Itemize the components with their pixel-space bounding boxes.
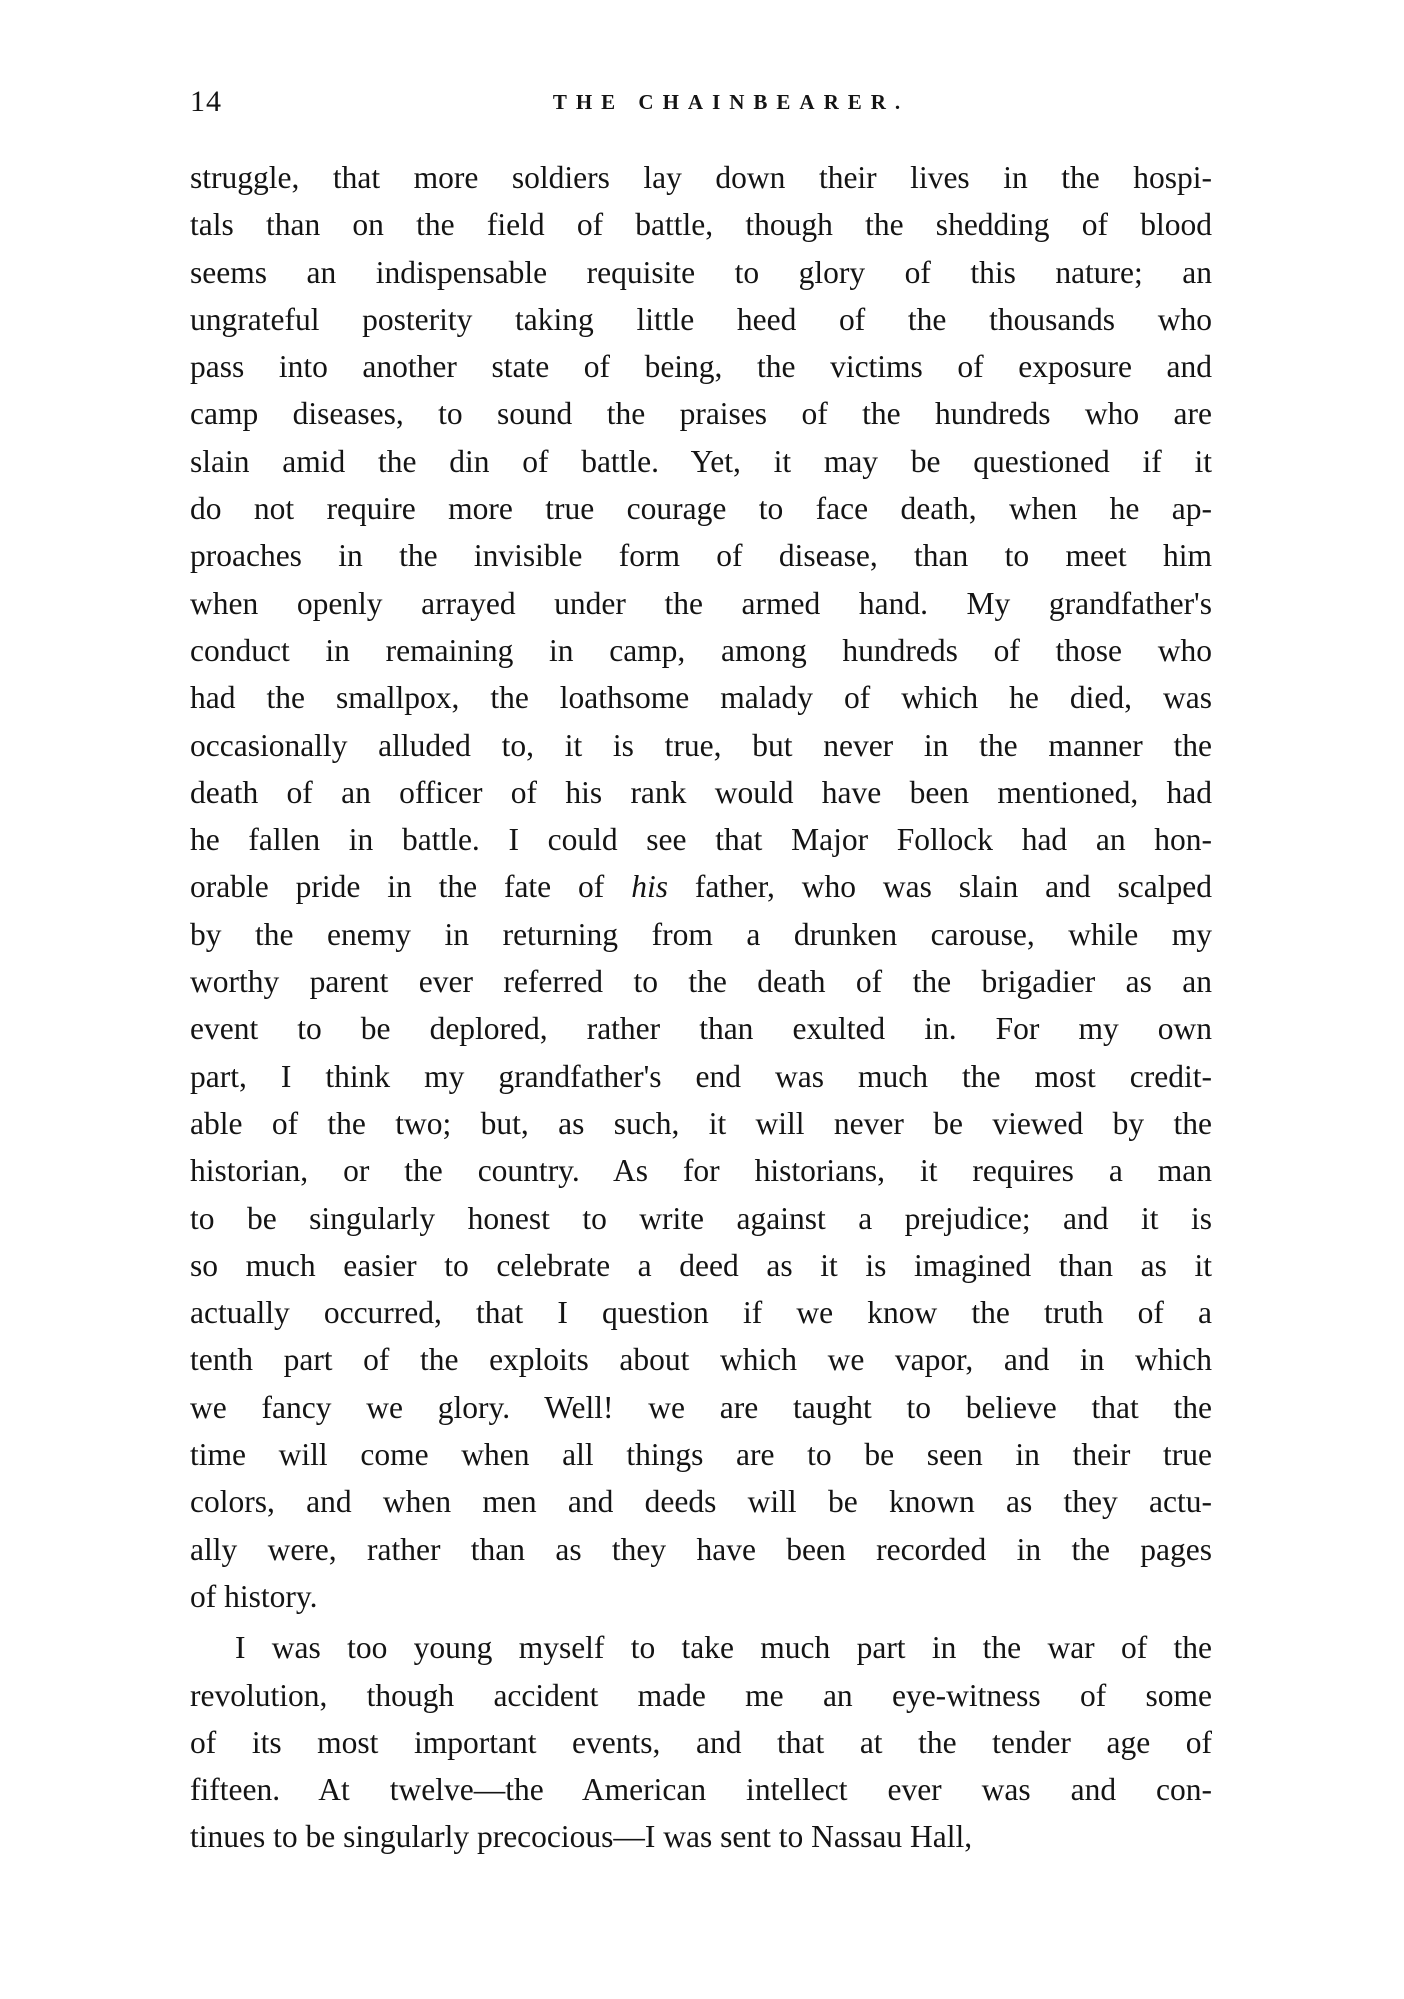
line-text: tenth part of the exploits about which we vapor, and in which [190, 1342, 1212, 1378]
text-line [190, 485, 1212, 532]
text-line [190, 863, 1212, 910]
text-line [190, 627, 1212, 674]
line-text: we fancy we glory. Well! we are taught to believe that the [190, 1389, 1212, 1425]
paragraph [190, 1624, 1212, 1860]
line-text: father, who was slain and scalped [667, 869, 1212, 905]
text-line [190, 154, 1212, 201]
text-line [190, 1100, 1212, 1147]
paragraph [190, 154, 1212, 1620]
line-text: ungrateful posterity taking little heed of the thousands who [190, 301, 1212, 337]
page-number: 14 [190, 85, 222, 118]
line-text: able of the two; but, as such, it will never be viewed by the [190, 1105, 1212, 1141]
line-text: occasionally alluded to, it is true, but never in the manner the [190, 727, 1212, 763]
text-line [190, 1147, 1212, 1194]
body-text [190, 154, 1212, 1861]
line-text: by the enemy in returning from a drunken carouse, while my [190, 916, 1212, 952]
line-text: struggle, that more soldiers lay down their lives in the hospi- [190, 160, 1212, 195]
line-text: time will come when all things are to be seen in their true [190, 1437, 1212, 1473]
line-text: colors, and when men and deeds will be known as they actu- [190, 1484, 1212, 1520]
text-line [190, 1336, 1212, 1383]
text-line [190, 1005, 1212, 1052]
text-line [190, 769, 1212, 816]
text-line [190, 580, 1212, 627]
text-line [190, 343, 1212, 390]
line-text: orable pride in the fate of [190, 869, 632, 905]
line-text: conduct in remaining in camp, among hundreds of those who [190, 632, 1212, 668]
text-line [190, 1766, 1212, 1813]
text-line [190, 296, 1212, 343]
text-line [190, 1053, 1212, 1100]
line-text: do not require more true courage to face death, when he ap- [190, 491, 1212, 527]
line-text: tinues to be singularly precocious—I was sent to Nassau Hall, [190, 1819, 973, 1855]
text-line [190, 911, 1212, 958]
text-line [190, 674, 1212, 721]
line-text: tals than on the field of battle, though the shedding of blood [190, 207, 1212, 243]
running-title: THE CHAINBEARER. [552, 90, 910, 114]
line-text: when openly arrayed under the armed hand. My grandfather's [190, 585, 1212, 621]
text-line [190, 1672, 1212, 1719]
line-text: I was too young myself to take much part in the war of the [235, 1630, 1212, 1666]
text-line [190, 532, 1212, 579]
line-text: historian, or the country. As for historians, it requires a man [190, 1153, 1212, 1189]
text-line [190, 1289, 1212, 1336]
text-line [190, 1526, 1212, 1573]
text-line [190, 390, 1212, 437]
line-text: revolution, though accident made me an eye-witness of some [190, 1677, 1212, 1713]
line-text: of its most important events, and that at the tender age of [190, 1724, 1212, 1760]
text-line [190, 1242, 1212, 1289]
text-line [190, 1431, 1212, 1478]
line-text: death of an officer of his rank would have been mentioned, had [190, 774, 1212, 810]
line-text: actually occurred, that I question if we know the truth of a [190, 1295, 1212, 1331]
text-line [190, 249, 1212, 296]
emphasis-text: his [631, 869, 668, 905]
line-text: he fallen in battle. I could see that Major Follock had an hon- [190, 822, 1212, 858]
text-line [190, 1813, 1212, 1860]
text-line [190, 1573, 1212, 1620]
line-text: ally were, rather than as they have been recorded in the pages [190, 1531, 1212, 1567]
line-text: pass into another state of being, the victims of exposure and [190, 349, 1212, 385]
line-text: part, I think my grandfather's end was much the most credit- [190, 1058, 1212, 1094]
running-head [190, 82, 1212, 122]
text-line [190, 1195, 1212, 1242]
line-text: had the smallpox, the loathsome malady of which he died, was [190, 680, 1212, 716]
line-text: so much easier to celebrate a deed as it is imagined than as it [190, 1247, 1212, 1283]
text-line [190, 1624, 1212, 1671]
line-text: proaches in the invisible form of disease, than to meet him [190, 538, 1212, 574]
line-text: fifteen. At twelve—the American intellect ever was and con- [190, 1772, 1212, 1808]
line-text: to be singularly honest to write against a prejudice; and it is [190, 1200, 1212, 1236]
text-line [190, 816, 1212, 863]
line-text: seems an indispensable requisite to glory of this nature; an [190, 254, 1212, 290]
text-line [190, 438, 1212, 485]
line-text: camp diseases, to sound the praises of the hundreds who are [190, 396, 1212, 432]
text-line [190, 722, 1212, 769]
text-line [190, 1719, 1212, 1766]
line-text: slain amid the din of battle. Yet, it may be questioned if it [190, 443, 1212, 479]
text-line [190, 958, 1212, 1005]
line-text: event to be deplored, rather than exulted in. For my own [190, 1011, 1212, 1047]
text-line [190, 201, 1212, 248]
line-text: of history. [190, 1578, 318, 1614]
text-line [190, 1384, 1212, 1431]
text-line [190, 1478, 1212, 1525]
line-text: worthy parent ever referred to the death of the brigadier as an [190, 964, 1212, 1000]
